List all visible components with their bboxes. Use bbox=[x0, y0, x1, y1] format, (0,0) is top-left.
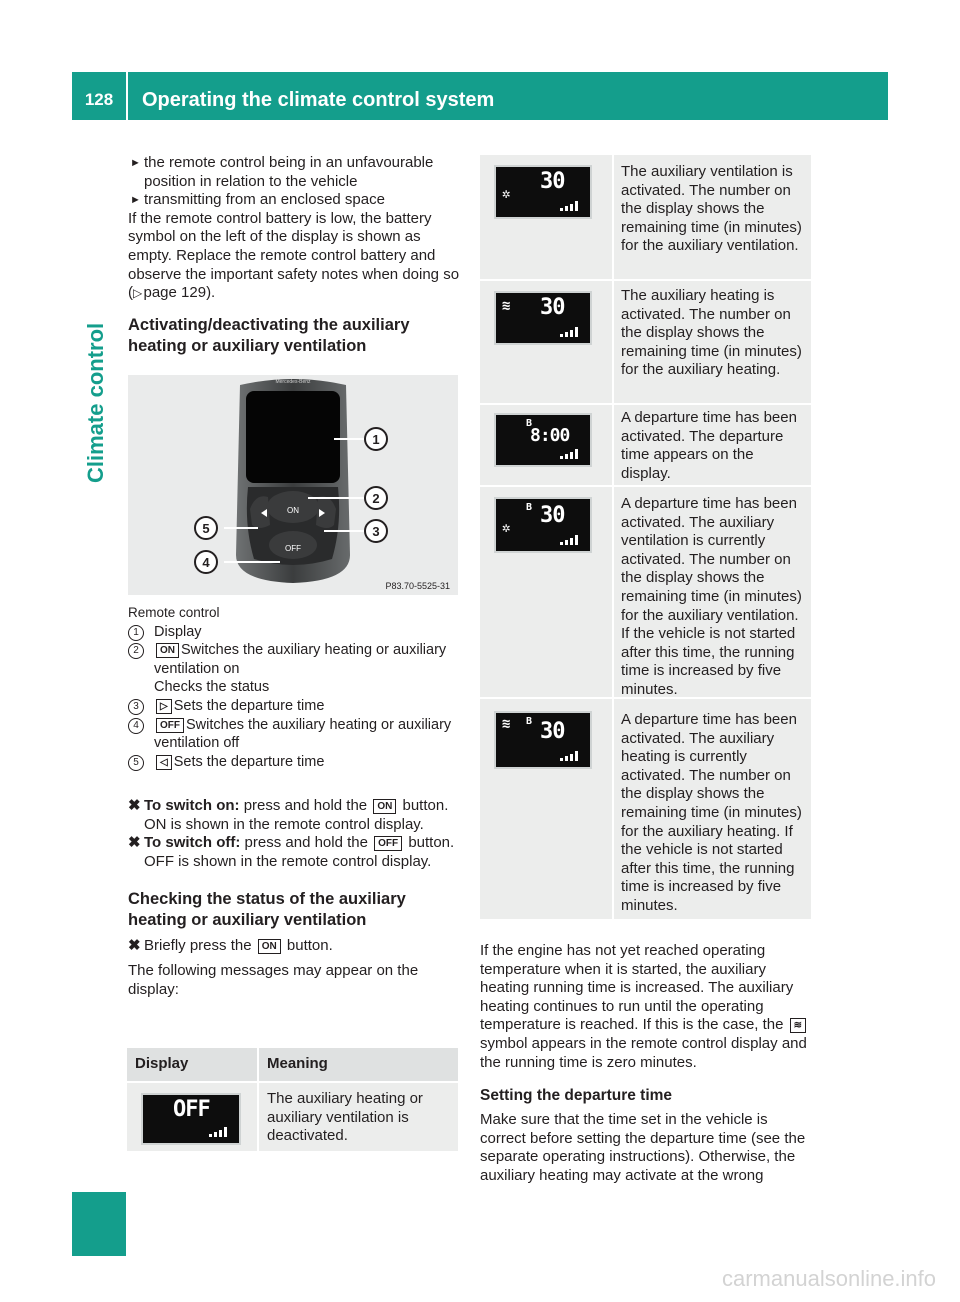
heating-symbol-icon: ≋ bbox=[790, 1018, 806, 1033]
table-cell-meaning: The auxiliary heating is activated. The number on the display shows the remaining time (in minutes) for the auxiliary heating. bbox=[614, 281, 811, 403]
table-cell-meaning: The auxiliary heating or auxiliary ventilation is deactivated. bbox=[259, 1083, 458, 1151]
off-button-label: OFF bbox=[285, 544, 301, 553]
lcd-display: B ✲ 30 bbox=[494, 497, 592, 553]
action-step: ✖ To switch on: press and hold the ON button. bbox=[128, 797, 449, 814]
engine-paragraph: If the engine has not yet reached operating temperature when it is started, the auxiliary heating running time is increased. The auxiliary heating continues to run until the operating temperature is reached. If this is the case, the ≋ symbol appears in the remote control display and the running time is zero minutes. bbox=[480, 942, 807, 1071]
heating-icon: ≋ bbox=[502, 298, 510, 314]
signal-icon bbox=[560, 751, 584, 761]
lcd-display: OFF bbox=[141, 1093, 241, 1145]
b-mark: B bbox=[526, 502, 532, 513]
legend-item: 3 ▷ Sets the departure time bbox=[128, 697, 460, 716]
signal-icon bbox=[560, 535, 584, 545]
table-cell-display bbox=[480, 699, 612, 919]
page-title: Operating the climate control system bbox=[142, 89, 495, 111]
table-header-meaning: Meaning bbox=[259, 1048, 458, 1081]
section-side-label-text: Climate control bbox=[83, 322, 108, 483]
body-paragraph: The following messages may appear on the display: bbox=[128, 961, 419, 998]
caption-title: Remote control bbox=[128, 605, 220, 620]
page-header bbox=[72, 72, 888, 120]
b-mark: B bbox=[526, 418, 532, 429]
legend-item-extra: Checks the status bbox=[154, 679, 270, 696]
table-cell-display bbox=[480, 155, 612, 279]
action-step: ✖ Briefly press the ON button. bbox=[128, 937, 333, 955]
table-cell-display bbox=[480, 487, 612, 697]
brand-text: Mercedes-Benz bbox=[275, 379, 311, 385]
fan-icon: ✲ bbox=[502, 186, 510, 202]
bullet-text: the remote control being in an unfavourable position in relation to the vehicle bbox=[144, 154, 434, 190]
signal-icon bbox=[209, 1127, 233, 1137]
table-cell-meaning: The auxiliary ventilation is activated. The number on the display shows the remaining time (in minutes) for the auxiliary ventilation. bbox=[614, 155, 811, 279]
right-column-text bbox=[480, 942, 812, 1186]
page-ref-link[interactable]: page 129). bbox=[143, 284, 216, 302]
off-key-icon: OFF bbox=[374, 836, 402, 851]
on-button-label: ON bbox=[287, 506, 299, 515]
b-mark: B bbox=[526, 716, 532, 727]
callout-1: 1 bbox=[372, 432, 380, 447]
callout-2: 2 bbox=[372, 491, 380, 506]
table-cell-display bbox=[127, 1083, 257, 1151]
table-cell-meaning: A departure time has been activated. The departure time appears on the display. bbox=[614, 405, 811, 485]
callout-4: 4 bbox=[202, 555, 210, 570]
watermark-text: carmanualsonline.info bbox=[722, 1266, 937, 1291]
bullet-item: ► the remote control being in an unfavourable position in relation to the vehicle bbox=[130, 154, 434, 190]
image-code: P83.70-5525-31 bbox=[385, 581, 450, 591]
departure-paragraph: Make sure that the time set in the vehicle is correct before setting the departure time (see the separate operating instructions). Otherwise, the auxiliary heating may activate at the wrong bbox=[480, 1111, 806, 1184]
battery-paragraph: If the remote control battery is low, the battery symbol on the left of the display is shown as empty. Replace the remote control battery and observe the important safety notes when doing so (▷ page 129). bbox=[128, 209, 460, 302]
legend-item: 2 ON Switches the auxiliary heating or auxiliary ventilation on bbox=[128, 641, 460, 678]
legend-item: 4 OFF Switches the auxiliary heating or auxiliary ventilation off bbox=[128, 716, 460, 753]
legend-item: 5 ◁ Sets the departure time bbox=[128, 753, 460, 772]
side-color-block bbox=[72, 1192, 126, 1256]
signal-icon bbox=[560, 201, 584, 211]
table-header-display: Display bbox=[127, 1048, 257, 1081]
section-heading: Setting the departure time bbox=[480, 1087, 673, 1105]
off-key-icon: OFF bbox=[156, 718, 184, 733]
fan-icon: ✲ bbox=[502, 520, 510, 536]
callout-3: 3 bbox=[372, 524, 380, 539]
left-column bbox=[128, 154, 460, 357]
section-heading: Activating/deactivating the auxiliary heating or auxiliary ventilation bbox=[128, 315, 410, 355]
heating-icon: ≋ bbox=[502, 716, 510, 732]
lcd-display: ✲ 30 bbox=[494, 165, 592, 219]
section-heading: Checking the status of the auxiliary heating or auxiliary ventilation bbox=[128, 890, 406, 930]
table-cell-display bbox=[480, 281, 612, 403]
caption-block bbox=[128, 604, 460, 771]
lcd-display: B 8:00 bbox=[494, 413, 592, 467]
action-step: ✖ To switch off: press and hold the OFF button. bbox=[128, 834, 455, 852]
on-key-icon: ON bbox=[373, 799, 396, 814]
signal-icon bbox=[560, 449, 584, 459]
legend-item: 1 Display bbox=[128, 623, 460, 642]
callout-5: 5 bbox=[202, 521, 210, 536]
action-result: OFF is shown in the remote control display. bbox=[144, 852, 432, 870]
instructions-block bbox=[128, 797, 460, 999]
left-arrow-key-icon: ◁ bbox=[156, 755, 172, 770]
header-divider bbox=[126, 72, 128, 120]
on-key-icon: ON bbox=[258, 939, 281, 954]
remote-control-image bbox=[128, 375, 458, 595]
table-cell-meaning: A departure time has been activated. The auxiliary ventilation is currently activated. The number on the display shows the remaining time (in minutes) for the auxiliary ventilation. If the vehicle is not started after this time, the running time is increased by five minutes. bbox=[614, 487, 811, 697]
page-number: 128 bbox=[84, 90, 114, 109]
lcd-display: ≋ 30 bbox=[494, 291, 592, 345]
table-cell-display bbox=[480, 405, 612, 485]
remote-control-illustration bbox=[128, 375, 458, 595]
table-cell-meaning: A departure time has been activated. The auxiliary heating is currently activated. The number on the display shows the remaining time (in minutes) for the auxiliary heating. If the vehicle is not started after this time, the running time is increased by five minutes. bbox=[614, 699, 811, 919]
section-side-label bbox=[72, 120, 126, 483]
signal-icon bbox=[560, 327, 584, 337]
right-arrow-key-icon: ▷ bbox=[156, 699, 172, 714]
on-key-icon: ON bbox=[156, 643, 179, 658]
action-result: ON is shown in the remote control display. bbox=[144, 815, 424, 833]
bullet-item: ► transmitting from an enclosed space bbox=[130, 191, 385, 209]
bullet-text: transmitting from an enclosed space bbox=[144, 191, 385, 209]
lcd-display: B ≋ 30 bbox=[494, 711, 592, 769]
